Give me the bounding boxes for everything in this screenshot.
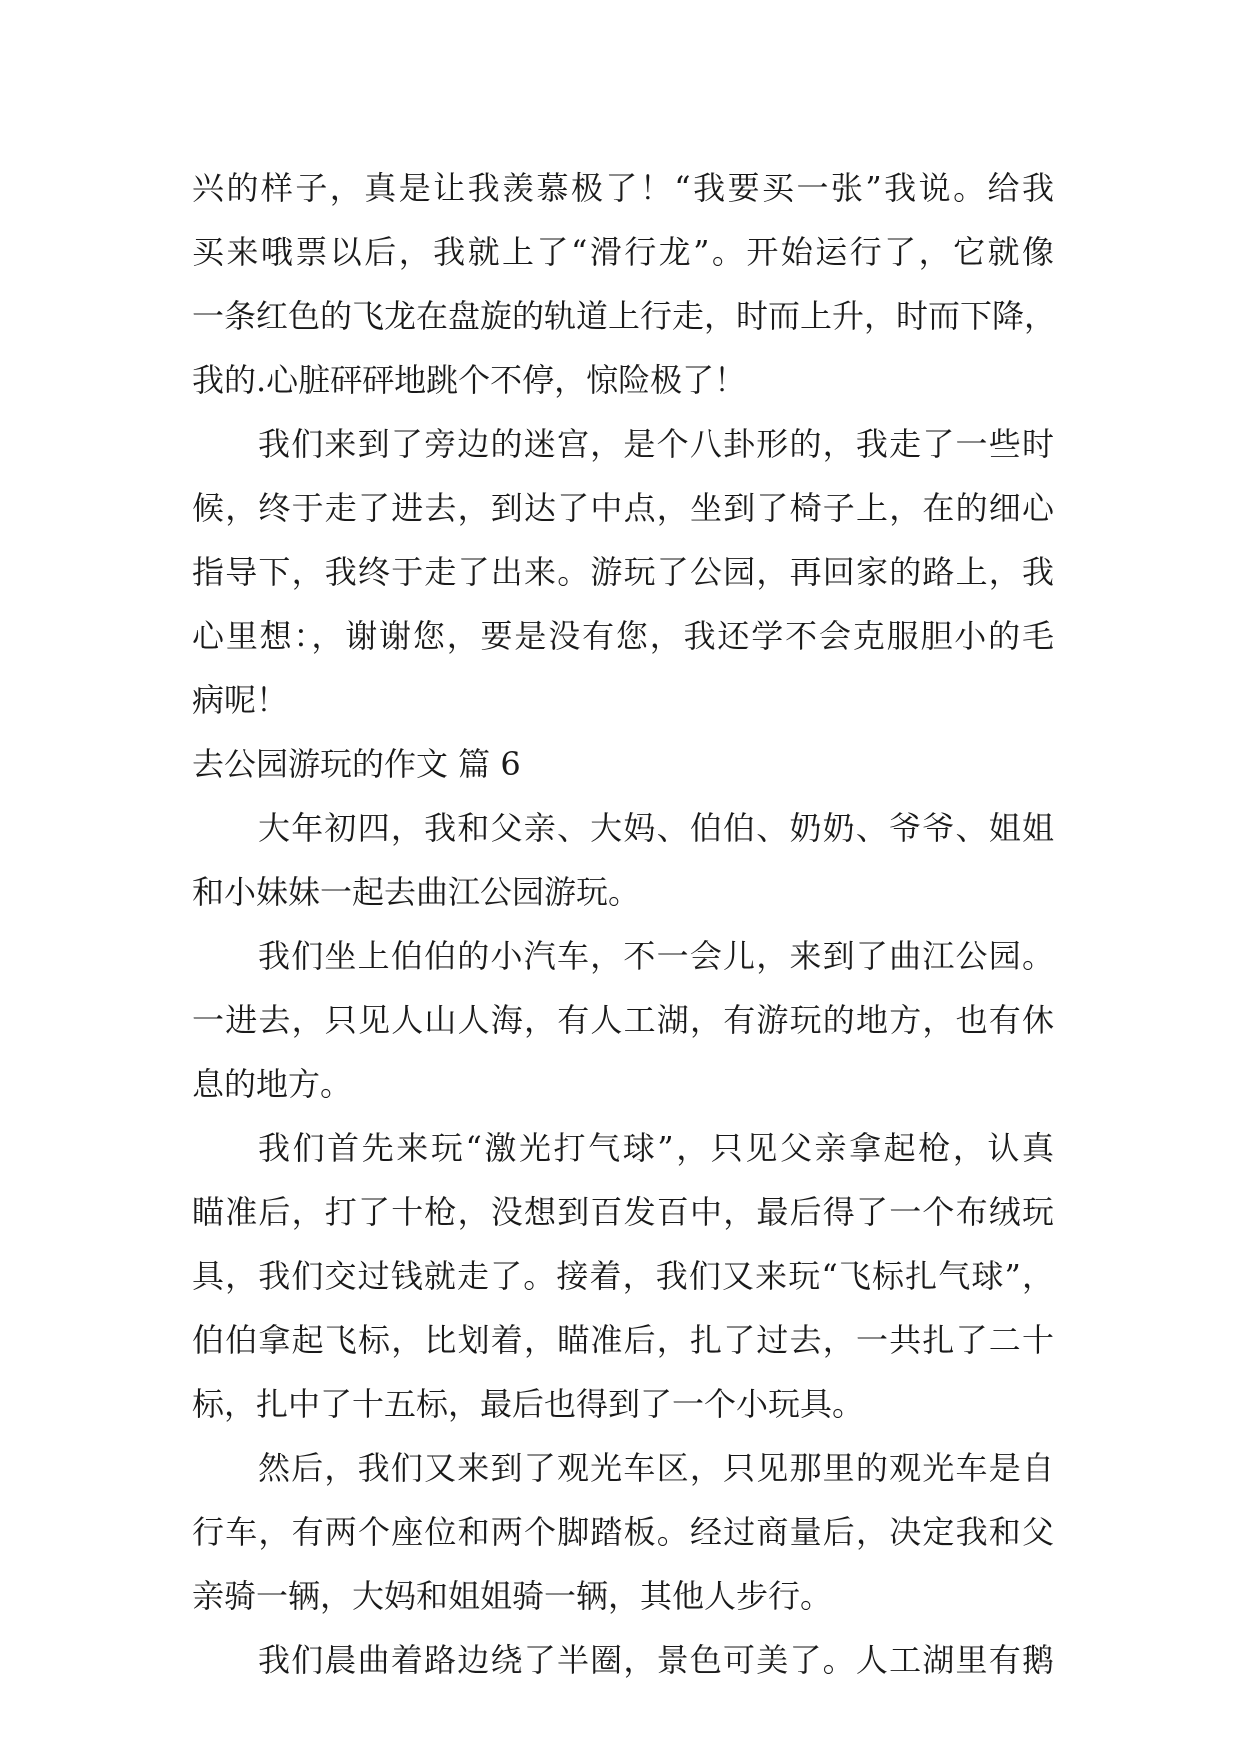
text-line: 和小妹妹一起去曲江公园游玩。	[192, 873, 641, 911]
text-line: 兴的样子，真是让我羡慕极了！“我要买一张”我说。给我	[192, 169, 1054, 207]
text-line: 我们首先来玩“激光打气球”，只见父亲拿起枪，认真	[258, 1129, 1054, 1167]
text-line: 行车，有两个座位和两个脚踏板。经过商量后，决定我和父	[192, 1513, 1054, 1551]
text-line: 我们来到了旁边的迷宫，是个八卦形的，我走了一些时	[258, 425, 1054, 463]
text-line: 息的地方。	[192, 1065, 353, 1103]
text-line: 伯伯拿起飞标，比划着，瞄准后，扎了过去，一共扎了二十	[192, 1321, 1054, 1359]
text-line: 我的.心脏砰砰地跳个不停，惊险极了！	[192, 361, 747, 399]
text-line: 我们坐上伯伯的小汽车，不一会儿，来到了曲江公园。	[258, 937, 1054, 975]
text-line: 病呢！	[192, 681, 289, 719]
text-line: 一条红色的飞龙在盘旋的轨道上行走，时而上升，时而下降，	[192, 297, 1057, 335]
text-line: 大年初四，我和父亲、大妈、伯伯、奶奶、爷爷、姐姐	[258, 809, 1054, 847]
text-line: 买来哦票以后，我就上了“滑行龙”。开始运行了，它就像	[192, 233, 1054, 271]
text-line: 指导下，我终于走了出来。游玩了公园，再回家的路上，我	[192, 553, 1054, 591]
document-body	[192, 156, 1057, 1692]
text-line: 然后，我们又来到了观光车区，只见那里的观光车是自	[258, 1449, 1054, 1487]
text-line: 瞄准后，打了十枪，没想到百发百中，最后得了一个布绒玩	[192, 1193, 1054, 1231]
section-heading: 去公园游玩的作文 篇 6	[192, 745, 521, 783]
text-line: 心里想：，谢谢您，要是没有您，我还学不会克服胆小的毛	[192, 617, 1054, 655]
text-line: 亲骑一辆，大妈和姐姐骑一辆，其他人步行。	[192, 1577, 833, 1615]
text-line: 标，扎中了十五标，最后也得到了一个小玩具。	[192, 1385, 865, 1423]
text-line: 一进去，只见人山人海，有人工湖，有游玩的地方，也有休	[192, 1001, 1054, 1039]
text-line: 候，终于走了进去，到达了中点，坐到了椅子上，在的细心	[192, 489, 1054, 527]
text-line: 我们晨曲着路边绕了半圈，景色可美了。人工湖里有鹅	[258, 1641, 1054, 1679]
text-line: 具，我们交过钱就走了。接着，我们又来玩“飞标扎气球”，	[192, 1257, 1054, 1295]
